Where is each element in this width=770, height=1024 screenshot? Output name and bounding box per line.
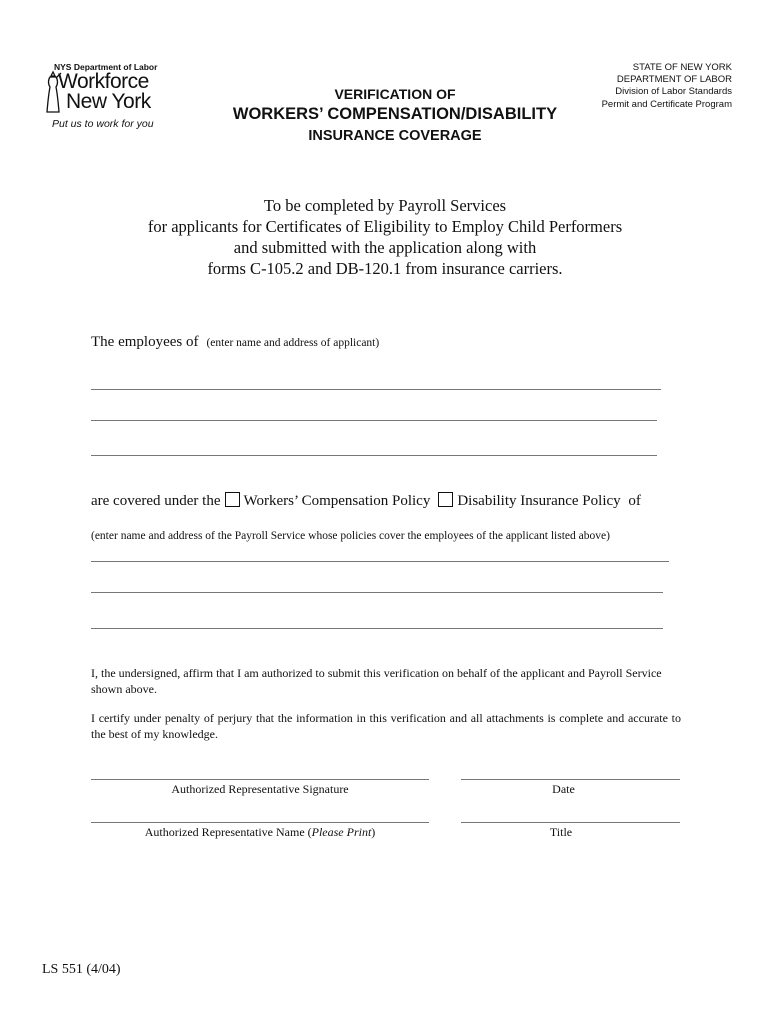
applicant-line-1[interactable] — [91, 389, 661, 390]
title-line-1: VERIFICATION OF — [334, 86, 456, 102]
title-label: Title — [549, 825, 573, 839]
intro-text — [60, 195, 710, 279]
agency-program: Permit and Certificate Program — [601, 98, 732, 110]
name-label-prefix: Authorized Representative Name ( — [144, 825, 312, 839]
payroll-line-2[interactable] — [91, 592, 663, 593]
workers-comp-label: Workers’ Compensation Policy — [243, 493, 431, 509]
agency-division: Division of Labor Standards — [615, 86, 732, 98]
coverage-prefix: are covered under the — [91, 493, 221, 509]
title-line[interactable] — [461, 822, 680, 823]
agency-header — [602, 62, 732, 111]
certify-paragraph: I certify under penalty of perjury that the information in this verification and all attachments is complete and accurate to the best of my knowledge. — [91, 711, 681, 741]
disability-label: Disability Insurance Policy — [457, 493, 621, 509]
payroll-line-3[interactable] — [91, 628, 663, 629]
intro-line-2: for applicants for Certificates of Eligibility to Employ Child Performers — [147, 217, 623, 236]
agency-state: STATE OF NEW YORK — [632, 62, 732, 73]
agency-dept: DEPARTMENT OF LABOR — [616, 74, 732, 86]
logo-tagline: Put us to work for you — [52, 118, 154, 130]
signature-label: Authorized Representative Signature — [171, 782, 349, 796]
date-line[interactable] — [461, 779, 680, 780]
payroll-line-1[interactable] — [91, 561, 669, 562]
name-line[interactable] — [91, 822, 429, 823]
employees-label-row — [91, 333, 379, 351]
title-line-3: INSURANCE COVERAGE — [308, 128, 482, 144]
coverage-suffix: of — [628, 493, 641, 509]
name-label-suffix: ) — [371, 825, 376, 839]
disability-checkbox[interactable] — [438, 492, 453, 507]
intro-line-1: To be completed by Payroll Services — [263, 196, 507, 215]
intro-line-4: forms C-105.2 and DB-120.1 from insurance carriers. — [207, 259, 563, 278]
applicant-line-2[interactable] — [91, 420, 657, 421]
title-line-2: WORKERS’ COMPENSATION/DISABILITY — [232, 105, 558, 123]
name-label — [91, 825, 429, 840]
logo-newyork-text: New York — [66, 90, 151, 113]
employees-hint: (enter name and address of applicant) — [206, 337, 380, 349]
payroll-hint: (enter name and address of the Payroll Service whose policies cover the employees of the applicant listed above) — [91, 530, 610, 542]
affirm-paragraph: I, the undersigned, affirm that I am authorized to submit this verification on behalf of the applicant and Payroll Service shown above. — [91, 666, 662, 696]
date-label: Date — [552, 782, 575, 796]
name-label-italic: Please Print — [311, 825, 372, 839]
intro-line-3: and submitted with the application along with — [233, 238, 537, 257]
form-title — [200, 86, 590, 144]
logo-workforce-text: Workforce — [58, 70, 149, 93]
workforce-new-york-logo — [42, 62, 178, 134]
coverage-row — [91, 492, 641, 510]
workers-comp-checkbox[interactable] — [225, 492, 240, 507]
signature-line[interactable] — [91, 779, 429, 780]
form-id: LS 551 (4/04) — [42, 962, 121, 977]
employees-label: The employees of — [91, 334, 199, 350]
applicant-line-3[interactable] — [91, 455, 657, 456]
logo-dept-text: NYS Department of Labor — [54, 62, 158, 72]
